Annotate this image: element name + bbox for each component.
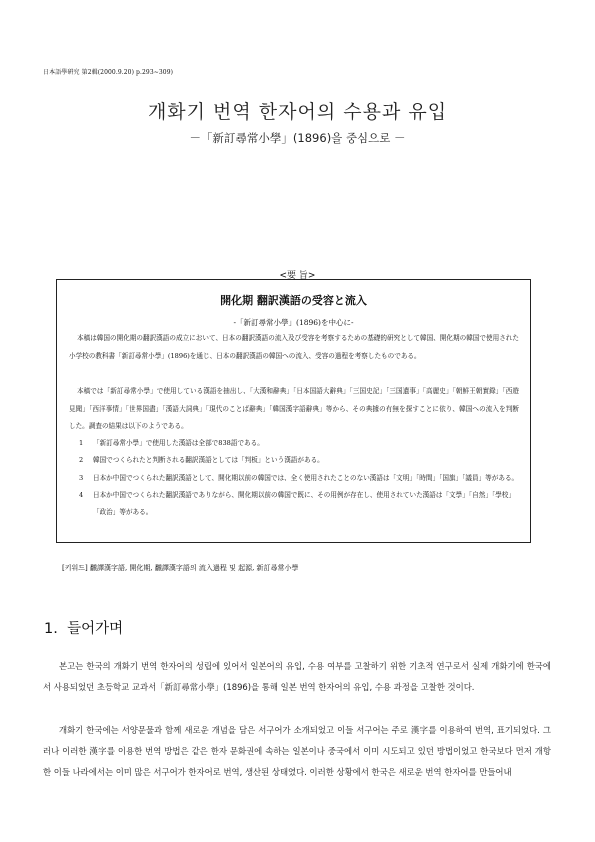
abstract-findings-list [69,435,521,521]
abstract-paragraph: 本稿では「新訂尋常小學」で使用している漢語を抽出し、「大漢和辭典」「日本国語大辭典」「三国史記」「三国遺事」「高麗史」「朝鮮王朝實錄」「西遊見聞」「西洋事情」「世界国盡」「漢語大詞典」「現代のことば辭典」「韓国漢字語辭典」等から、その典據の有無を探すことに依り、韓国への流入を判断した。調査の結果は以下のようである。 [69,387,519,430]
citation-header: 日本語學硏究 第2輯(2000.9.20) p.293~309) [43,69,174,76]
paper-subtitle: －「新訂尋常小學」(1896)을 중심으로 － [189,131,406,145]
abstract-subtitle: -「新訂尋常小學」(1896)を中心に- [233,318,354,327]
section-heading [44,617,123,638]
abstract-label: <要 旨> [279,271,316,281]
paper-title: 개화기 번역 한자어의 수용과 유입 [147,101,448,123]
abstract-box [56,279,531,543]
keywords-line: [키워드] 飜譯漢字語, 開化期, 飜譯漢字語의 流入過程 및 起源, 新訂尋常小學 [62,564,299,572]
section-title: 들어가며 [67,621,124,637]
list-item: 1 「新訂尋常小學」で使用した漢語は全部で838語である。 [79,439,264,447]
body-paragraph: 개화기 한국에는 서양문물과 함께 새로운 개념을 담은 서구어가 소개되었고 이들 서구어는 주로 漢字를 이용하여 번역, 표기되었다. 그러나 이러한 漢字를 이용한 번역 방법은 같은 한자 문화권에 속하는 일본이나 중국에서 이미 시도되고 있던 방법이었고 한국보다 먼저 개항한 이들 나라에서는 이미 많은 서구어가 한자어로 번역, 생산된 상태였다. 이러한 상황에서 한국은 새로운 번역 한자어를 만들어내 [43,725,551,778]
list-item: 3 日本か中国でつくられた翻訳漢語として、開化期以前の韓国では、全く使用されたことのない漢語は「文明」「時間」「国旗」「議員」等がある。 [79,473,519,482]
body-paragraph: 본고는 한국의 개화기 번역 한자어의 성립에 있어서 일본어의 유입, 수용 여부를 고찰하기 위한 기초적 연구로서 실제 개화기에 한국에서 사용되었던 초등학교 교과서「新訂尋常小學」(1896)을 통해 일본 번역 한자어의 유입, 수용 과정을 고찰한 것이다. [43,661,551,693]
list-item: 4 日本か中国でつくられた翻訳漢語でありながら、開化期以前の韓国で既に、その用例が存在し、使用されていた漢語は「文學」「自然」「學校」「政治」等がある。 [79,490,515,517]
section-number: 1. [44,621,58,637]
list-item: 2 韓国でつくられたと判断される翻訳漢語としては「判板」という漢語がある。 [79,456,324,465]
abstract-title: 開化期 翻訳漢語の受容と流入 [220,294,367,307]
abstract-paragraph: 本稿は韓国の開化期の翻訳漢語の成立において、日本の翻訳漢語の流入及び受容を考察するための基礎的研究として韓国、開化期の韓国で使用された小学校の教科書「新訂尋常小學」(1896)を通じ、日本の翻訳漢語の韓国への流入、受容の過程を考察したものである。 [69,334,519,360]
